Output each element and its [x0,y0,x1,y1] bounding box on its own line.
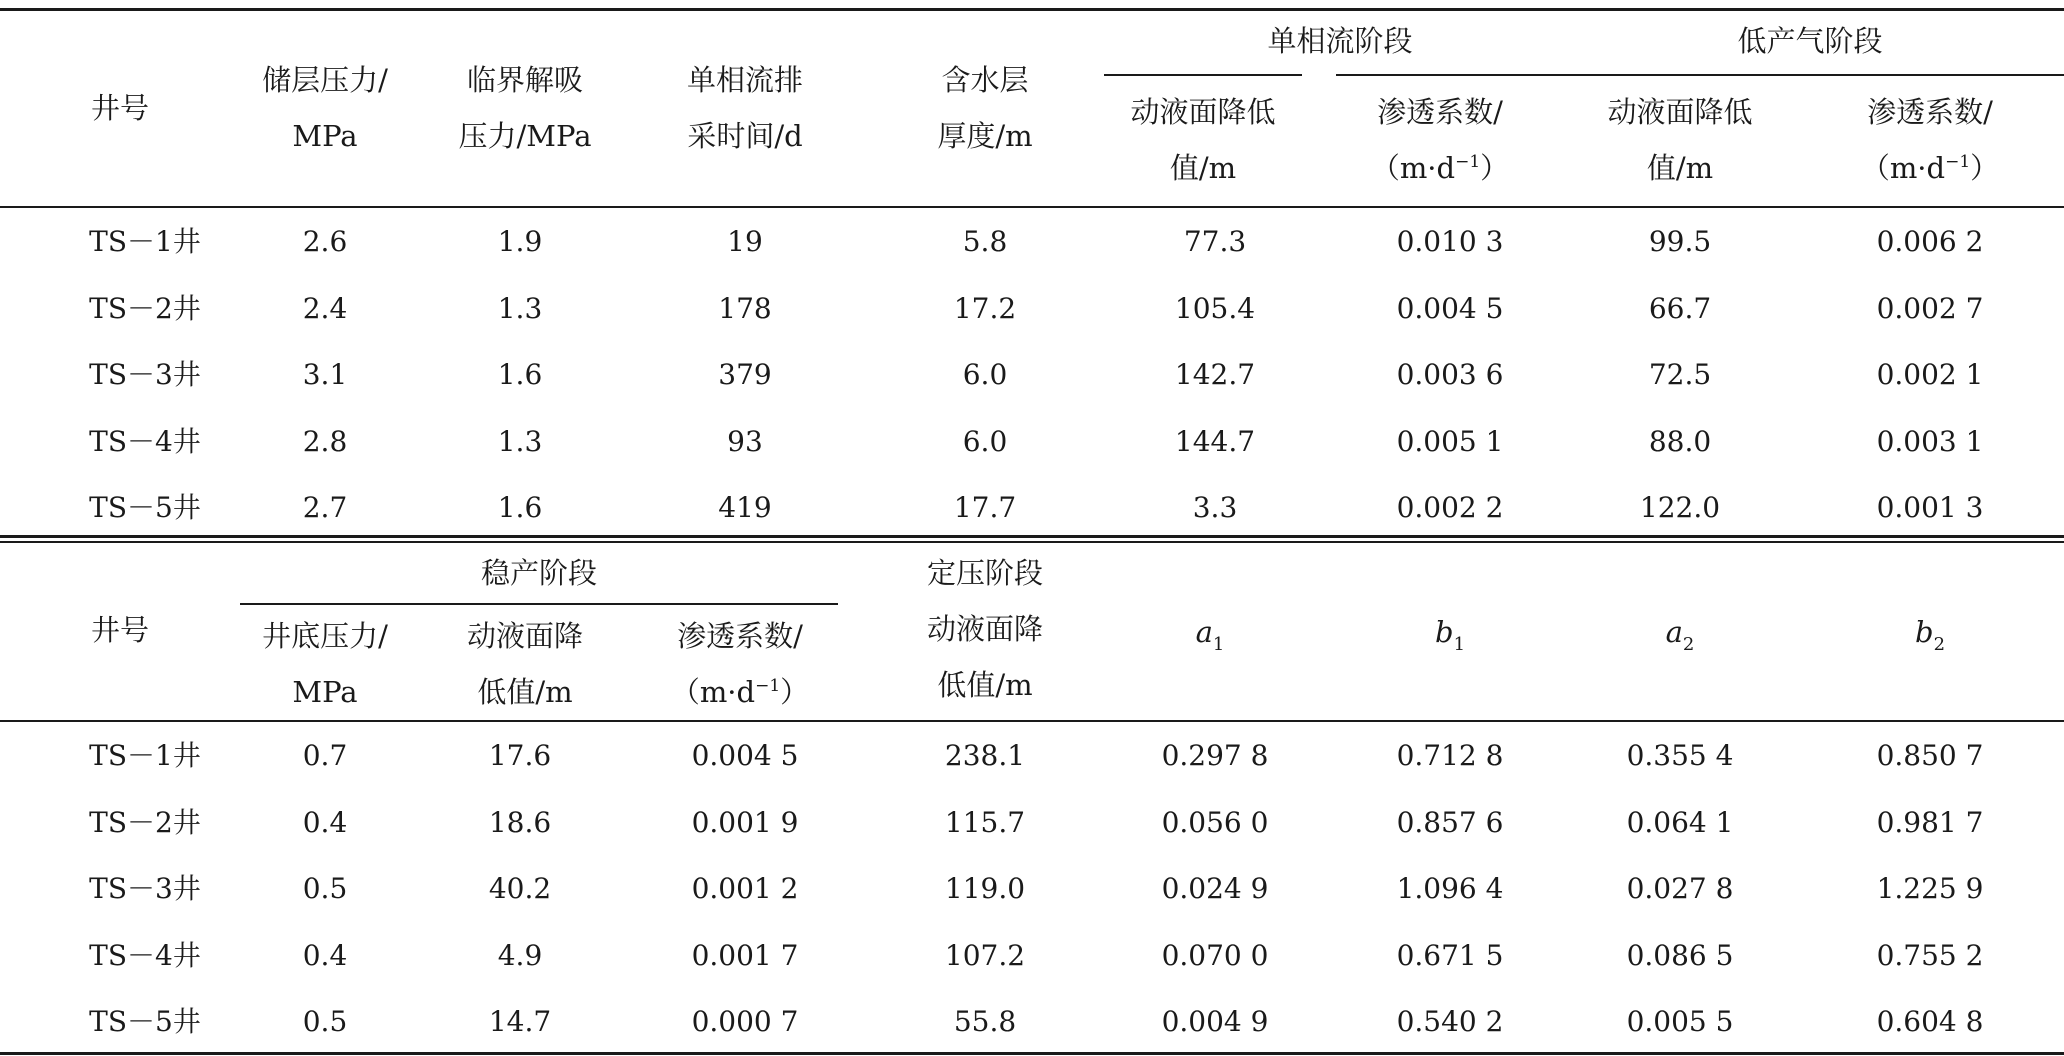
table-cell: 0.004 5 [1396,291,1504,325]
table-cell: 178 [718,291,772,325]
row-well-label: TS－1井 [89,739,201,772]
table-cell: 105.4 [1174,291,1256,325]
table-cell: 0.004 5 [691,739,799,772]
table-cell: 0.086 5 [1626,938,1734,972]
table-cell: 0.604 8 [1876,1005,1984,1038]
table-cell: 88.0 [1648,424,1712,458]
table-cell: 0.5 [302,872,348,905]
table-cell: 0.003 1 [1876,424,1984,458]
table-cell: 0.070 0 [1161,938,1269,972]
table-cell: 0.355 4 [1626,739,1734,772]
table-cell: 0.006 2 [1876,225,1984,258]
header-rule-1 [0,206,2064,208]
table-cell: 3.3 [1192,491,1238,524]
header-drop-value-1: 动液面降低 值/m [1130,95,1276,185]
table-cell: 238.1 [944,739,1026,772]
header-aquifer-thickness: 含水层 厚度/m [937,63,1033,153]
header-rule-2 [0,720,2064,722]
table-cell: 6.0 [962,358,1008,391]
table-cell: 0.001 9 [691,805,799,839]
table-cell: 107.2 [944,938,1026,972]
table-cell: 99.5 [1648,225,1712,258]
top-rule [0,8,2064,11]
table-cell: 0.001 2 [691,872,799,905]
table-cell: 122.0 [1639,491,1721,524]
table-cell: 115.7 [944,805,1026,839]
double-rule-a [0,535,2064,538]
row-well-label: TS－5井 [89,491,201,524]
table-cell: 0.002 2 [1396,491,1504,524]
table-cell: 55.8 [953,1005,1017,1038]
table-cell: 14.7 [488,1005,552,1038]
table-cell: 0.297 8 [1161,739,1269,772]
table-cell: 0.010 3 [1396,225,1504,258]
row-well-label: TS－3井 [89,872,201,905]
table-cell: 0.004 9 [1161,1005,1269,1038]
double-rule-b [0,541,2064,543]
table-cell: 1.096 4 [1396,872,1504,905]
header-b2: $b_2$ [1914,615,1946,655]
header-single-phase-time: 单相流排 采时间/d [686,63,803,153]
header-critical-desorption: 临界解吸 压力/MPa [458,63,592,153]
table-cell: 40.2 [488,872,552,905]
table-cell: 1.6 [497,491,543,524]
table-cell: 1.3 [497,424,543,458]
header-permeability-2: 渗透系数/ $(m\cdot d^{-1})$ [1860,95,2000,185]
table-cell: 17.2 [953,291,1017,325]
table-cell: 2.7 [302,491,348,524]
table-cell: 2.4 [302,291,348,325]
row-well-label: TS－3井 [89,358,201,391]
header-a1: $a_1$ [1195,615,1225,655]
header-reservoir-pressure: 储层压力/ MPa [262,63,388,153]
table-cell: 0.001 3 [1876,491,1984,524]
row-well-label: TS－2井 [89,291,201,325]
row-well-label: TS－4井 [89,424,201,458]
table-cell: 93 [727,424,763,458]
table-cell: 0.540 2 [1396,1005,1504,1038]
table-cell: 0.027 8 [1626,872,1734,905]
table-cell: 144.7 [1174,424,1256,458]
table-cell: 0.024 9 [1161,872,1269,905]
table-cell: 3.1 [302,358,348,391]
header-a2: $a_2$ [1665,615,1695,655]
header-drop-value-2: 动液面降低 值/m [1607,95,1753,185]
table-cell: 0.850 7 [1876,739,1984,772]
table-cell: 1.3 [497,291,543,325]
table-cell: 66.7 [1648,291,1712,325]
header-well: 井号 [90,91,149,125]
header-group-stable: 稳产阶段 [480,556,597,590]
header-b1: $b_1$ [1434,615,1466,655]
table-cell: 0.4 [302,805,348,839]
table-cell: 0.7 [302,739,348,772]
group-rule-low-gas [1336,74,2064,76]
table-cell: 0.005 5 [1626,1005,1734,1038]
row-well-label: TS－1井 [89,225,201,258]
table-cell: 0.002 7 [1876,291,1984,325]
header-bottom-pressure: 井底压力/ MPa [262,619,388,709]
header-group-single-phase: 单相流阶段 [1267,24,1413,58]
header-permeability-3: 渗透系数/ $(m\cdot d^{-1})$ [670,619,810,709]
table-cell: 0.002 1 [1876,358,1984,391]
table-cell: 1.225 9 [1876,872,1984,905]
table-cell: 18.6 [488,805,552,839]
table-cell: 6.0 [962,424,1008,458]
table-cell: 0.001 7 [691,938,799,972]
row-well-label: TS－2井 [89,805,201,839]
row-well-label: TS－5井 [89,1005,201,1038]
table-cell: 0.4 [302,938,348,972]
table-cell: 0.671 5 [1396,938,1504,972]
table-cell: 0.981 7 [1876,805,1984,839]
table-cell: 0.755 2 [1876,938,1984,972]
group-rule-stable [240,603,838,605]
table-cell: 77.3 [1183,225,1247,258]
table-cell: 17.6 [488,739,552,772]
bottom-rule [0,1052,2064,1055]
table-cell: 0.056 0 [1161,805,1269,839]
group-rule-single-phase [1104,74,1302,76]
table-cell: 4.9 [497,938,543,972]
row-well-label: TS－4井 [89,938,201,972]
table-cell: 142.7 [1174,358,1256,391]
header-group-low-gas: 低产气阶段 [1737,24,1883,58]
header-permeability-1: 渗透系数/ $(m\cdot d^{-1})$ [1370,95,1510,185]
table-cell: 1.6 [497,358,543,391]
table-cell: 0.064 1 [1626,805,1734,839]
table-cell: 2.6 [302,225,348,258]
table-cell: 119.0 [944,872,1026,905]
table-cell: 5.8 [962,225,1008,258]
table-cell: 419 [718,491,772,524]
table-cell: 72.5 [1648,358,1712,391]
table-cell: 0.000 7 [691,1005,799,1038]
table-cell: 0.712 8 [1396,739,1504,772]
table-cell: 0.857 6 [1396,805,1504,839]
table-cell: 0.5 [302,1005,348,1038]
header-well-2: 井号 [90,613,149,647]
table-cell: 0.003 6 [1396,358,1504,391]
table-cell: 17.7 [953,491,1017,524]
table-cell: 0.005 1 [1396,424,1504,458]
header-drop-value-3: 动液面降 低值/m [466,619,583,709]
table-cell: 379 [718,358,772,391]
table-cell: 2.8 [302,424,348,458]
table-cell: 19 [727,225,763,258]
header-const-pressure: 定压阶段 动液面降 低值/m [926,556,1043,702]
table-cell: 1.9 [497,225,543,258]
